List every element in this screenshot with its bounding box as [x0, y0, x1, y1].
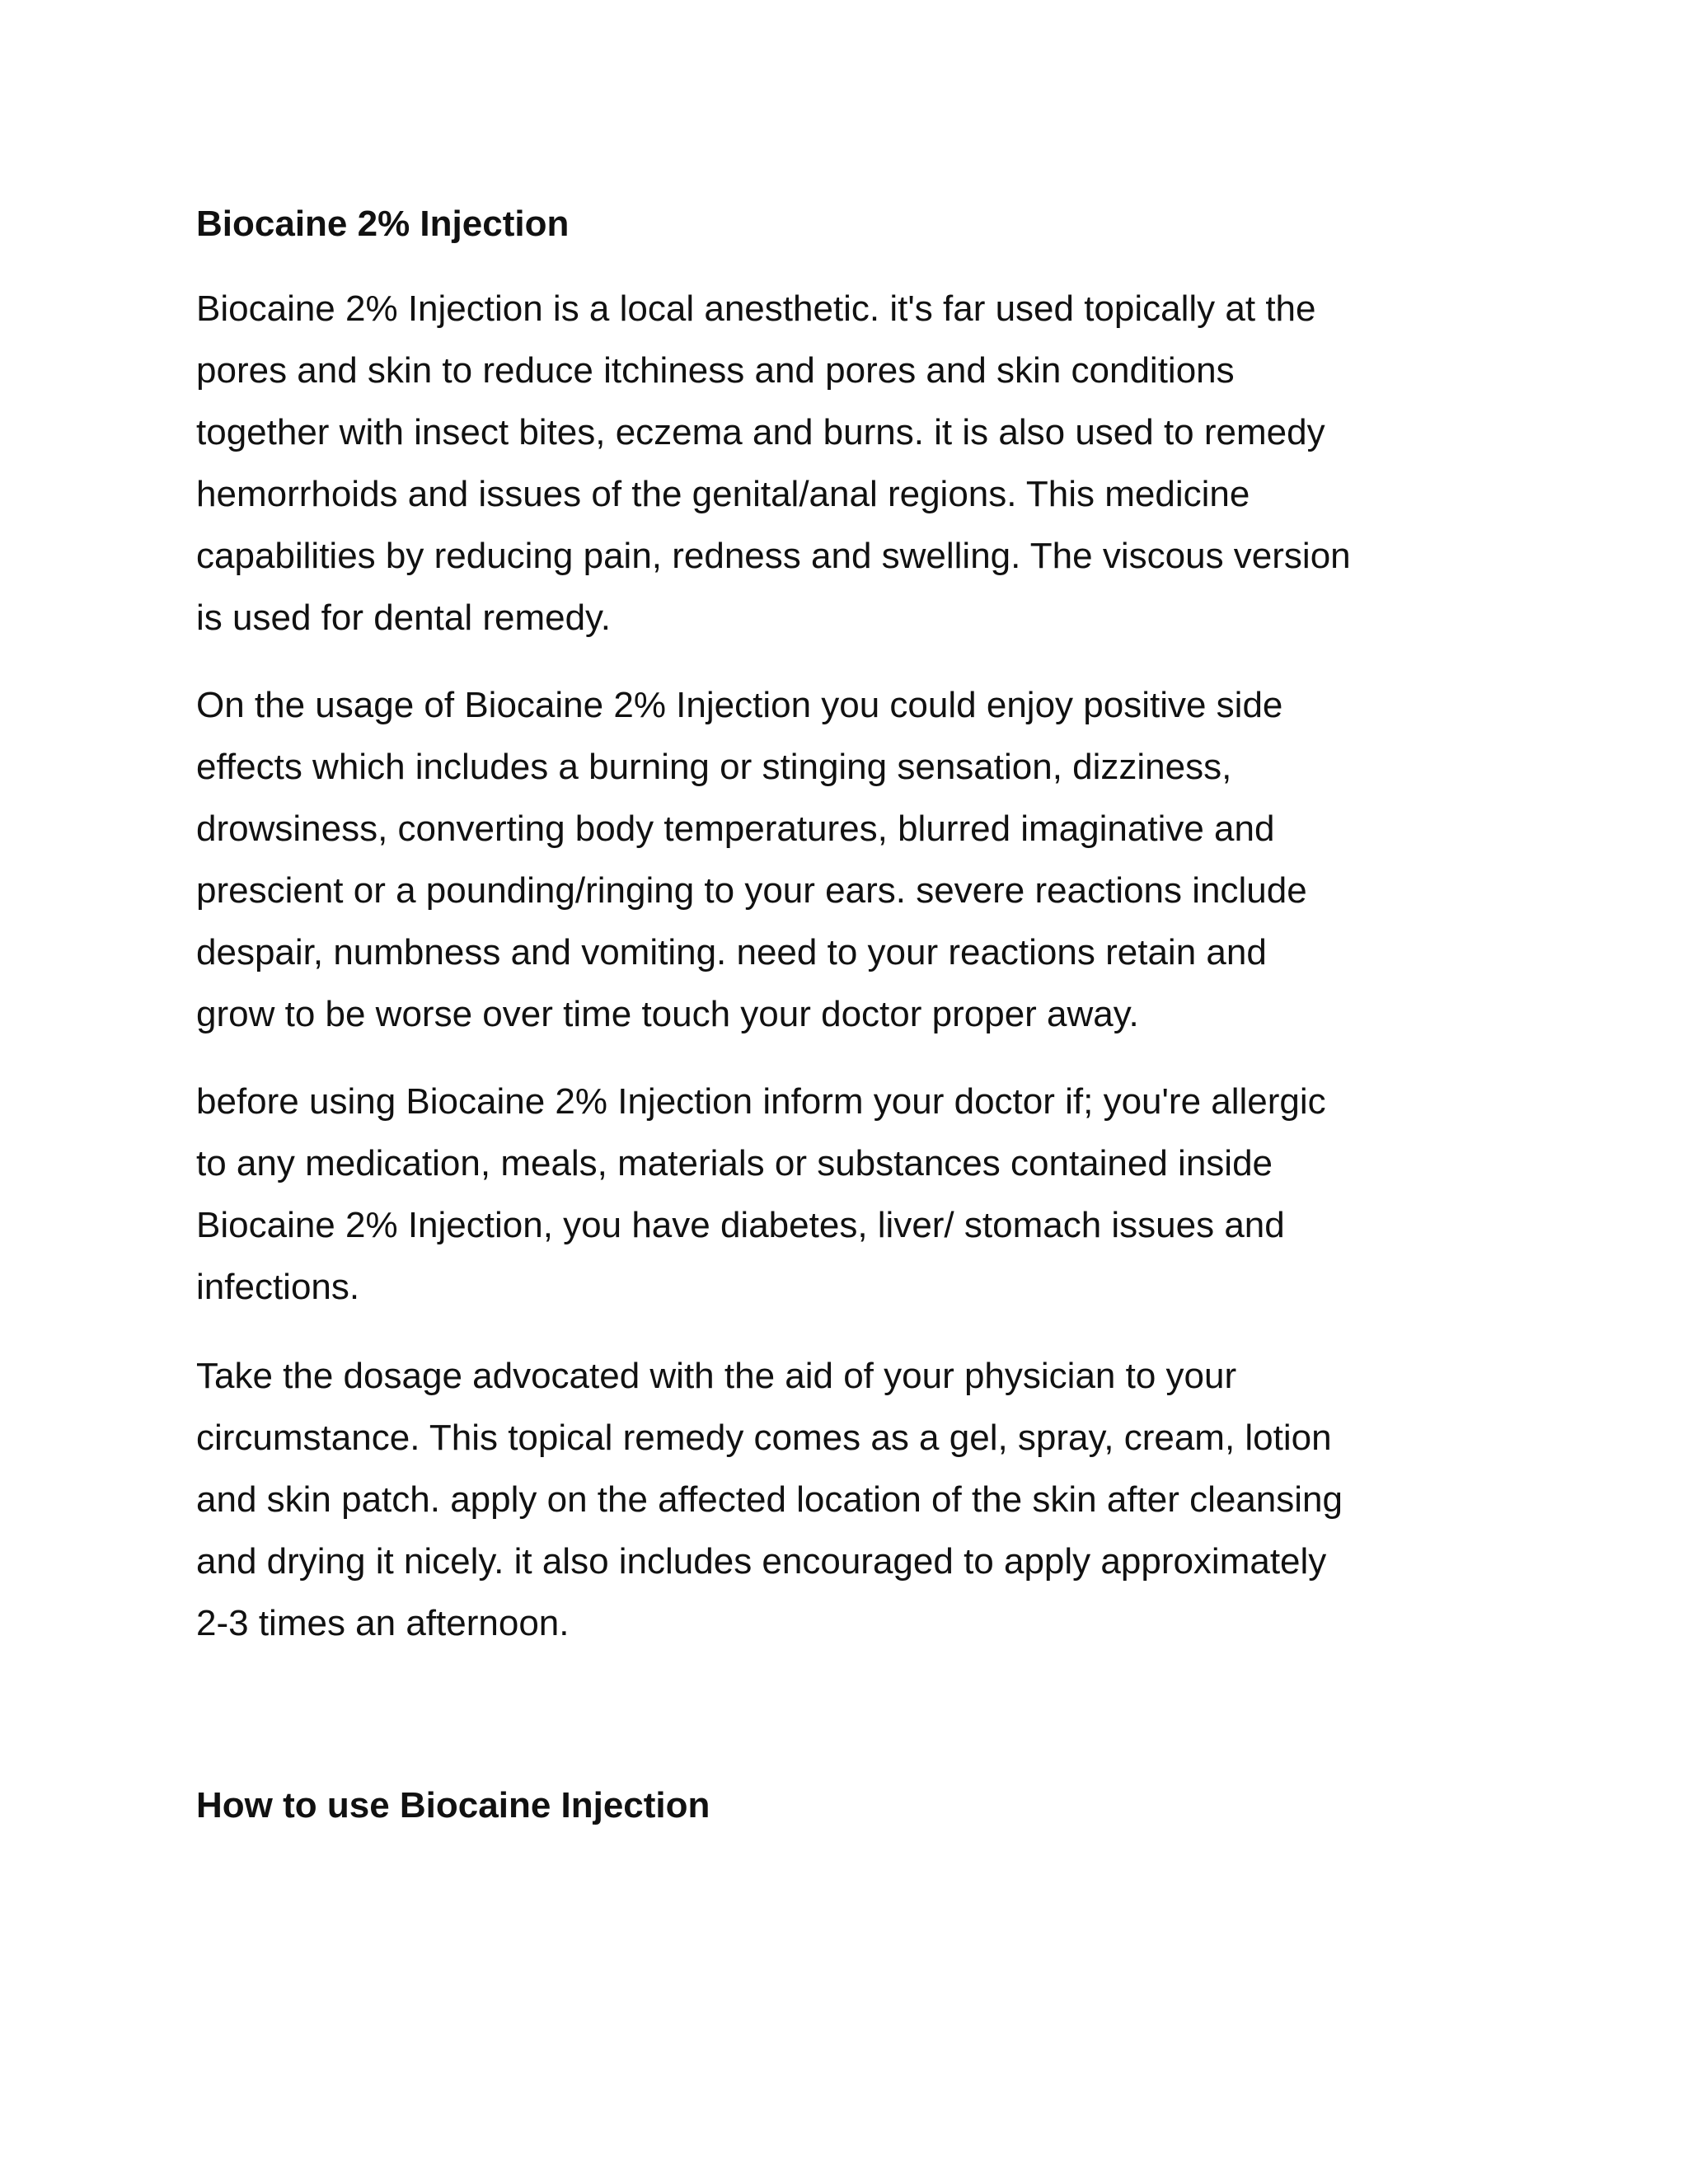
paragraph-line: grow to be worse over time touch your doctor proper away.	[196, 994, 1139, 1034]
paragraph-line: Take the dosage advocated with the aid of your physician to your	[196, 1356, 1237, 1396]
paragraph-line: before using Biocaine 2% Injection inform your doctor if; you're allergic	[196, 1081, 1326, 1122]
paragraph-precautions	[196, 1071, 1498, 1318]
paragraph-line: pores and skin to reduce itchiness and pores and skin conditions	[196, 350, 1235, 391]
paragraph-line: infections.	[196, 1267, 360, 1307]
paragraph-line: and drying it nicely. it also includes encouraged to apply approximately	[196, 1541, 1327, 1582]
paragraph-line: capabilities by reducing pain, redness and swelling. The viscous version	[196, 536, 1351, 576]
paragraph-side-effects	[196, 674, 1498, 1045]
paragraph-line: 2-3 times an afternoon.	[196, 1603, 570, 1643]
paragraph-line: effects which includes a burning or stinging sensation, dizziness,	[196, 747, 1232, 787]
paragraph-line: and skin patch. apply on the affected location of the skin after cleansing	[196, 1479, 1343, 1520]
paragraph-line: despair, numbness and vomiting. need to your reactions retain and	[196, 932, 1267, 972]
document-title: Biocaine 2% Injection	[196, 204, 570, 244]
paragraph-description	[196, 278, 1498, 649]
paragraph-line: to any medication, meals, materials or substances contained inside	[196, 1143, 1273, 1183]
paragraph-line: Biocaine 2% Injection, you have diabetes, liver/ stomach issues and	[196, 1205, 1285, 1245]
paragraph-line: hemorrhoids and issues of the genital/anal regions. This medicine	[196, 474, 1250, 514]
paragraph-line: together with insect bites, eczema and burns. it is also used to remedy	[196, 412, 1325, 452]
paragraph-line: Biocaine 2% Injection is a local anesthetic. it's far used topically at the	[196, 288, 1316, 329]
paragraph-line: On the usage of Biocaine 2% Injection you could enjoy positive side	[196, 685, 1283, 725]
paragraph-line: drowsiness, converting body temperatures, blurred imaginative and	[196, 808, 1275, 849]
paragraph-line: circumstance. This topical remedy comes as a gel, spray, cream, lotion	[196, 1418, 1332, 1458]
paragraph-dosage	[196, 1345, 1498, 1654]
paragraph-line: is used for dental remedy.	[196, 598, 611, 638]
paragraph-line: prescient or a pounding/ringing to your ears. severe reactions include	[196, 870, 1307, 911]
section-heading: How to use Biocaine Injection	[196, 1785, 710, 1825]
